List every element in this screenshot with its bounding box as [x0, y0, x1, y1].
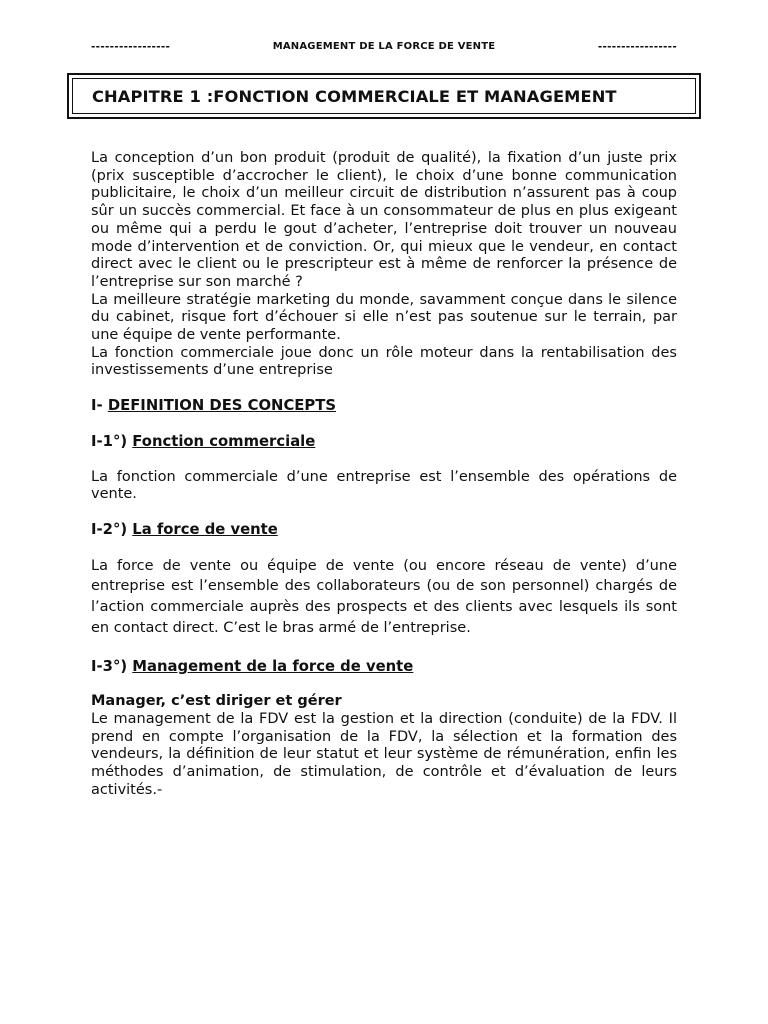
subsection-number: I-2°)	[91, 520, 133, 538]
chapter-title: CHAPITRE 1 :FONCTION COMMERCIALE ET MANAGEMENT	[92, 86, 617, 106]
intro-paragraph-3: La fonction commerciale joue donc un rôle moteur dans la rentabilisation des investissements d’une entreprise	[91, 344, 677, 379]
header-dashes-left: -----------------	[91, 41, 171, 53]
subsection-title: Management de la force de vente	[132, 658, 414, 676]
section-heading-definitions	[91, 397, 677, 415]
subsection-title: Fonction commerciale	[132, 432, 316, 450]
header-dashes-right: -----------------	[597, 41, 677, 53]
document-body	[91, 150, 677, 799]
intro-paragraph-1: La conception d’un bon produit (produit de qualité), la fixation d’un juste prix (prix susceptible d’accrocher le client), le choix d’une bonne communication publicitaire, le choix d’un meilleur circuit de distribution n’assurent pas à coup sûr un succès commercial. Et face à un consommateur de plus en plus exigeant ou même qui a perdu le gout d’acheter, l’entreprise doit trouver un nouveau mode d’intervention et de conviction. Or, qui mieux que le vendeur, en contact direct avec le client ou le prescripteur est à même de renforcer la présence de l’entreprise sur son marché ?	[91, 150, 677, 290]
subsection-3-lead: Manager, c’est diriger et gérer	[91, 693, 342, 710]
section-title: DEFINITION DES CONCEPTS	[107, 397, 337, 415]
running-header	[91, 41, 677, 57]
chapter-title-inner-frame	[72, 78, 696, 114]
subsection-heading-2	[91, 521, 677, 539]
subsection-number: I-3°)	[91, 658, 133, 676]
subsection-heading-3	[91, 658, 677, 676]
chapter-title-box	[67, 73, 701, 119]
subsection-2-text: La force de vente ou équipe de vente (ou encore réseau de vente) d’une entreprise est l’ensemble des collaborateurs (ou de son personnel) chargés de l’action commerciale auprès des prospects et des clients avec lesquels ils sont en contact direct. C’est le bras armé de l’entreprise.	[91, 557, 677, 636]
subsection-title: La force de vente	[132, 520, 278, 538]
subsection-1-text: La fonction commerciale d’une entreprise est l’ensemble des opérations de vente.	[91, 468, 677, 503]
subsection-number: I-1°)	[91, 432, 133, 450]
subsection-3-text: Le management de la FDV est la gestion et la direction (conduite) de la FDV. Il prend en compte l’organisation de la FDV, la sélection et la formation des vendeurs, la définition de leur statut et leur système de rémunération, enfin les méthodes d’animation, de stimulation, de contrôle et d’évaluation de leurs activités.-	[91, 710, 677, 798]
running-title: MANAGEMENT DE LA FORCE DE VENTE	[272, 41, 496, 52]
subsection-heading-1	[91, 433, 677, 451]
section-number: I-	[91, 397, 108, 415]
intro-paragraph-2: La meilleure stratégie marketing du monde, savamment conçue dans le silence du cabinet, risque fort d’échouer si elle n’est pas soutenue sur le terrain, par une équipe de vente performante.	[91, 291, 677, 344]
